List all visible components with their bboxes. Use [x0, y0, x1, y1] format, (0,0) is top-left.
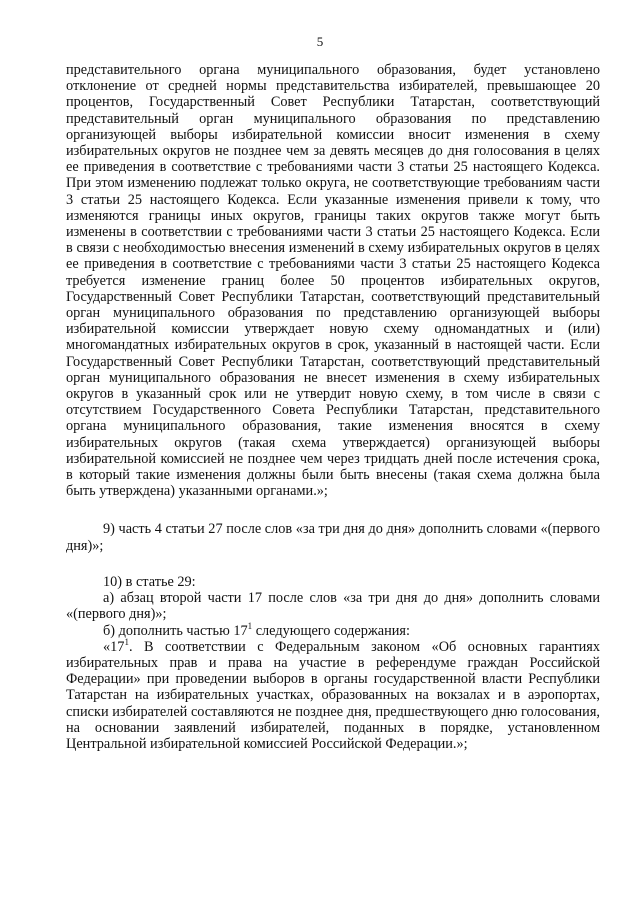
paragraph-item-10: 10) в статье 29:: [103, 573, 196, 590]
subitem-b-superscript: 1: [247, 620, 253, 631]
paragraph-part-17-1: [66, 636, 600, 752]
subitem-b-text: б) дополнить частью 17: [103, 622, 248, 639]
page-number: 5: [316, 34, 324, 49]
paragraph-item-9: 9) часть 4 статьи 27 после слов «за три дня до дня» дополнить словами «(первого дня)»;: [66, 521, 600, 554]
paragraph-continuation: представительного органа муниципального образования, будет установлено отклонение от средней нормы представительства избирателей, превышающее 20 процентов, Государственный Совет Республики Татарстан, соответствующий представительный орган муниципального образования по представлению организующей выборы избирательной комиссии вносит изменения в схему избирательных округов не позднее чем за девять месяцев до дня голосования в целях ее приведения в соответствие с требованиями части 3 статьи 25 настоящего Кодекса. При этом изменению подлежат только округа, не соответствующие требованиям части 3 статьи 25 настоящего Кодекса. Если указанные изменения привели к тому, что изменяются границы иных округов, границы таких округов также могут быть изменены в соответствии с требованиями части 3 статьи 25 настоящего Кодекса. Если в связи с необходимостью внесения изменений в схему избирательных округов в целях ее приведения в соответствие с требованиями части 3 статьи 25 настоящего Кодекса требуется изменение границ более 50 процентов избирательных округов, Государственный Совет Республики Татарстан, соответствующий представительный орган муниципального образования по представлению организующей выборы избирательной комиссии утверждает новую схему одномандатных и (или) многомандатных избирательных округов в срок, указанный в настоящей части. Если Государственный Совет Республики Татарстан, соответствующий представительный орган муниципального образования не внесет изменения в схему избирательных округов в указанный срок или не утвердит новую схему, в том числе в связи с отсутствием Государственного Совета Республики Татарстан, представительного органа муниципального образования, такие изменения вносятся в схему избирательных округов (такая схема утверждается) организующей выборы избирательной комиссией не позднее чем через тридцать дней после истечения срока, в который такие изменения должны были быть внесены (такая схема должна была быть утверждена) указанными органами.»;: [66, 62, 600, 500]
subitem-b-tail: следующего содержания:: [252, 622, 410, 639]
paragraph-subitem-a: а) абзац второй части 17 после слов «за три дня до дня» дополнить словами «(первого дня)»;: [66, 590, 600, 623]
part-17-1-text: . В соответствии с Федеральным законом «Об основных гарантиях избирательных прав и права на участие в референдуме граждан Российской Федерации» при проведении выборов в органы государственной власти Республики Татарстан на избирательных участках, образованных на вокзалах и в аэропортах, списки избирателей составляются не позднее дня, предшествующего дню голосования, на основании заявлений избирателей, поданных в порядке, установленном Центральной избирательной комиссией Российской Федерации.»;: [66, 638, 600, 752]
document-body: [66, 62, 600, 752]
part-17-1-number: «17: [103, 638, 125, 655]
part-17-1-superscript: 1: [124, 636, 129, 647]
paragraph-subitem-b: [66, 620, 600, 639]
